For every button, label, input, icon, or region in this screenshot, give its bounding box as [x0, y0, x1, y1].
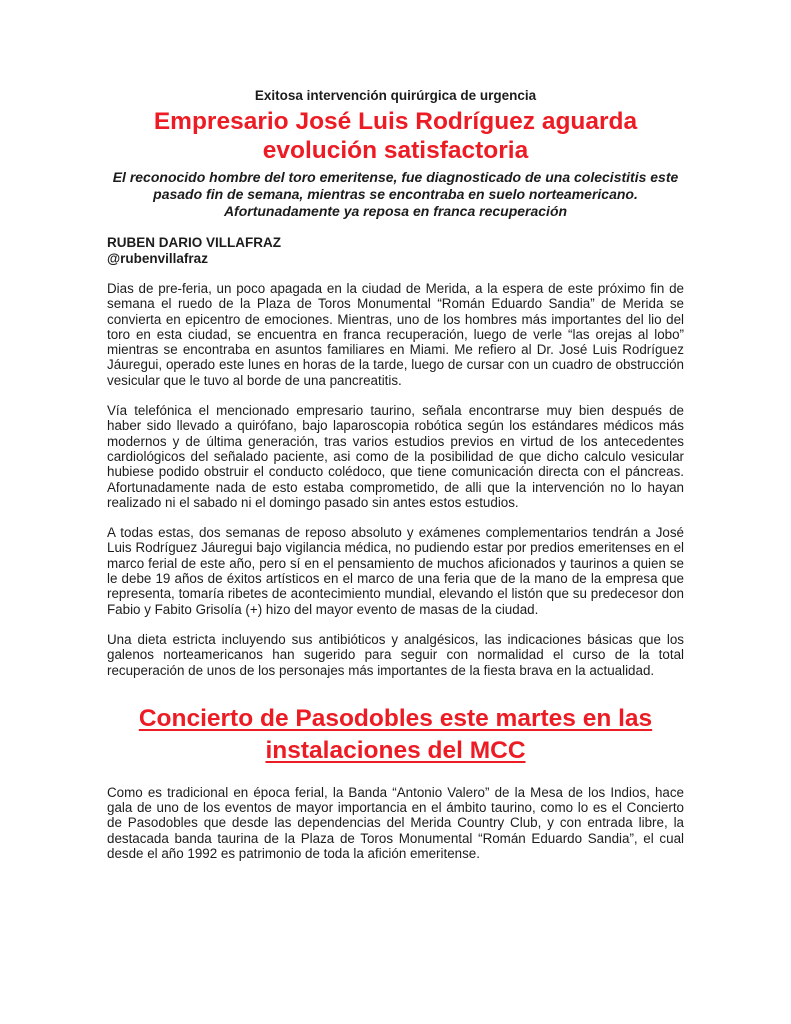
- section-heading: Concierto de Pasodobles este martes en las instalaciones del MCC: [138, 704, 653, 764]
- article-lede: El reconocido hombre del toro emeritense, fue diagnosticado de una colecistitis este pasado fin de semana, mientras se encontraba en suelo norteamericano. Afortunadamente ya reposa en franca recuperación: [112, 169, 679, 219]
- article-body: [107, 281, 684, 678]
- article-paragraph: Vía telefónica el mencionado empresario taurino, señala encontrarse muy bien después de haber sido llevado a quirófano, bajo laparoscopia robótica según los estándares médicos más modernos y de última generación, tras varios estudios previos en virtud de los antecedentes cardiológicos del señalado paciente, asi como de la posibilidad de que dicho calculo vesicular hubiese podido obstruir el conducto colédoco, que tiene comunicación directa con el páncreas. Afortunadamente nada de esto estaba comprometido, de alli que la intervención no lo hayan realizado ni el sabado ni el domingo pasado sin antes estos estudios.: [107, 403, 684, 510]
- byline-author: RUBEN DARIO VILLAFRAZ: [107, 235, 281, 250]
- article-paragraph: A todas estas, dos semanas de reposo absoluto y exámenes complementarios tendrán a José Luis Rodríguez Jáuregui bajo vigilancia médica, no pudiendo estar por predios emeritenses en el marco ferial de este año, pero sí en el pensamiento de muchos aficionados y taurinos a quien se le debe 19 años de éxitos artísticos en el marco de una feria que de la mano de la empresa que representa, tomaría ribetes de acontecimiento mundial, elevando el listón que su predecesor don Fabio y Fabito Grisolía (+) hizo del mayor evento de masas de la ciudad.: [107, 525, 684, 617]
- section-body: [107, 785, 684, 861]
- section-paragraph: Como es tradicional en época ferial, la Banda “Antonio Valero” de la Mesa de los Indios, hace gala de uno de los eventos de mayor importancia en el ámbito taurino, como lo es el Concierto de Pasodobles que desde las dependencias del Merida Country Club, y con entrada libre, la destacada banda taurina de la Plaza de Toros Monumental “Román Eduardo Sandia”, el cual desde el año 1992 es patrimonio de toda la afición emeritense.: [107, 784, 684, 862]
- byline-handle: @rubenvillafraz: [107, 250, 208, 266]
- article-paragraph: Una dieta estricta incluyendo sus antibióticos y analgésicos, las indicaciones básicas que los galenos norteamericanos han sugerido para seguir con normalidad el curso de la total recuperación de unos de los personajes más importantes de la fiesta brava en la actualidad.: [107, 631, 684, 678]
- byline: [107, 235, 684, 266]
- article-paragraph: Dias de pre-feria, un poco apagada en la ciudad de Merida, a la espera de este próximo fin de semana el ruedo de la Plaza de Toros Monumental “Román Eduardo Sandia” de Merida se convierta en epicentro de emociones. Mientras, uno de los hombres más importantes del lio del toro en esta ciudad, se encuentra en franca recuperación, luego de verle “las orejas al lobo” mientras se encontraba en asuntos familiares en Miami. Me refiero al Dr. José Luis Rodríguez Jáuregui, operado este lunes en horas de la tarde, luego de cursar con un cuadro de obstrucción vesicular que le tuvo al borde de una pancreatitis.: [107, 281, 684, 388]
- article-headline: Empresario José Luis Rodríguez aguarda evolución satisfactoria: [153, 108, 638, 164]
- article-kicker: Exitosa intervención quirúrgica de urgencia: [254, 88, 537, 103]
